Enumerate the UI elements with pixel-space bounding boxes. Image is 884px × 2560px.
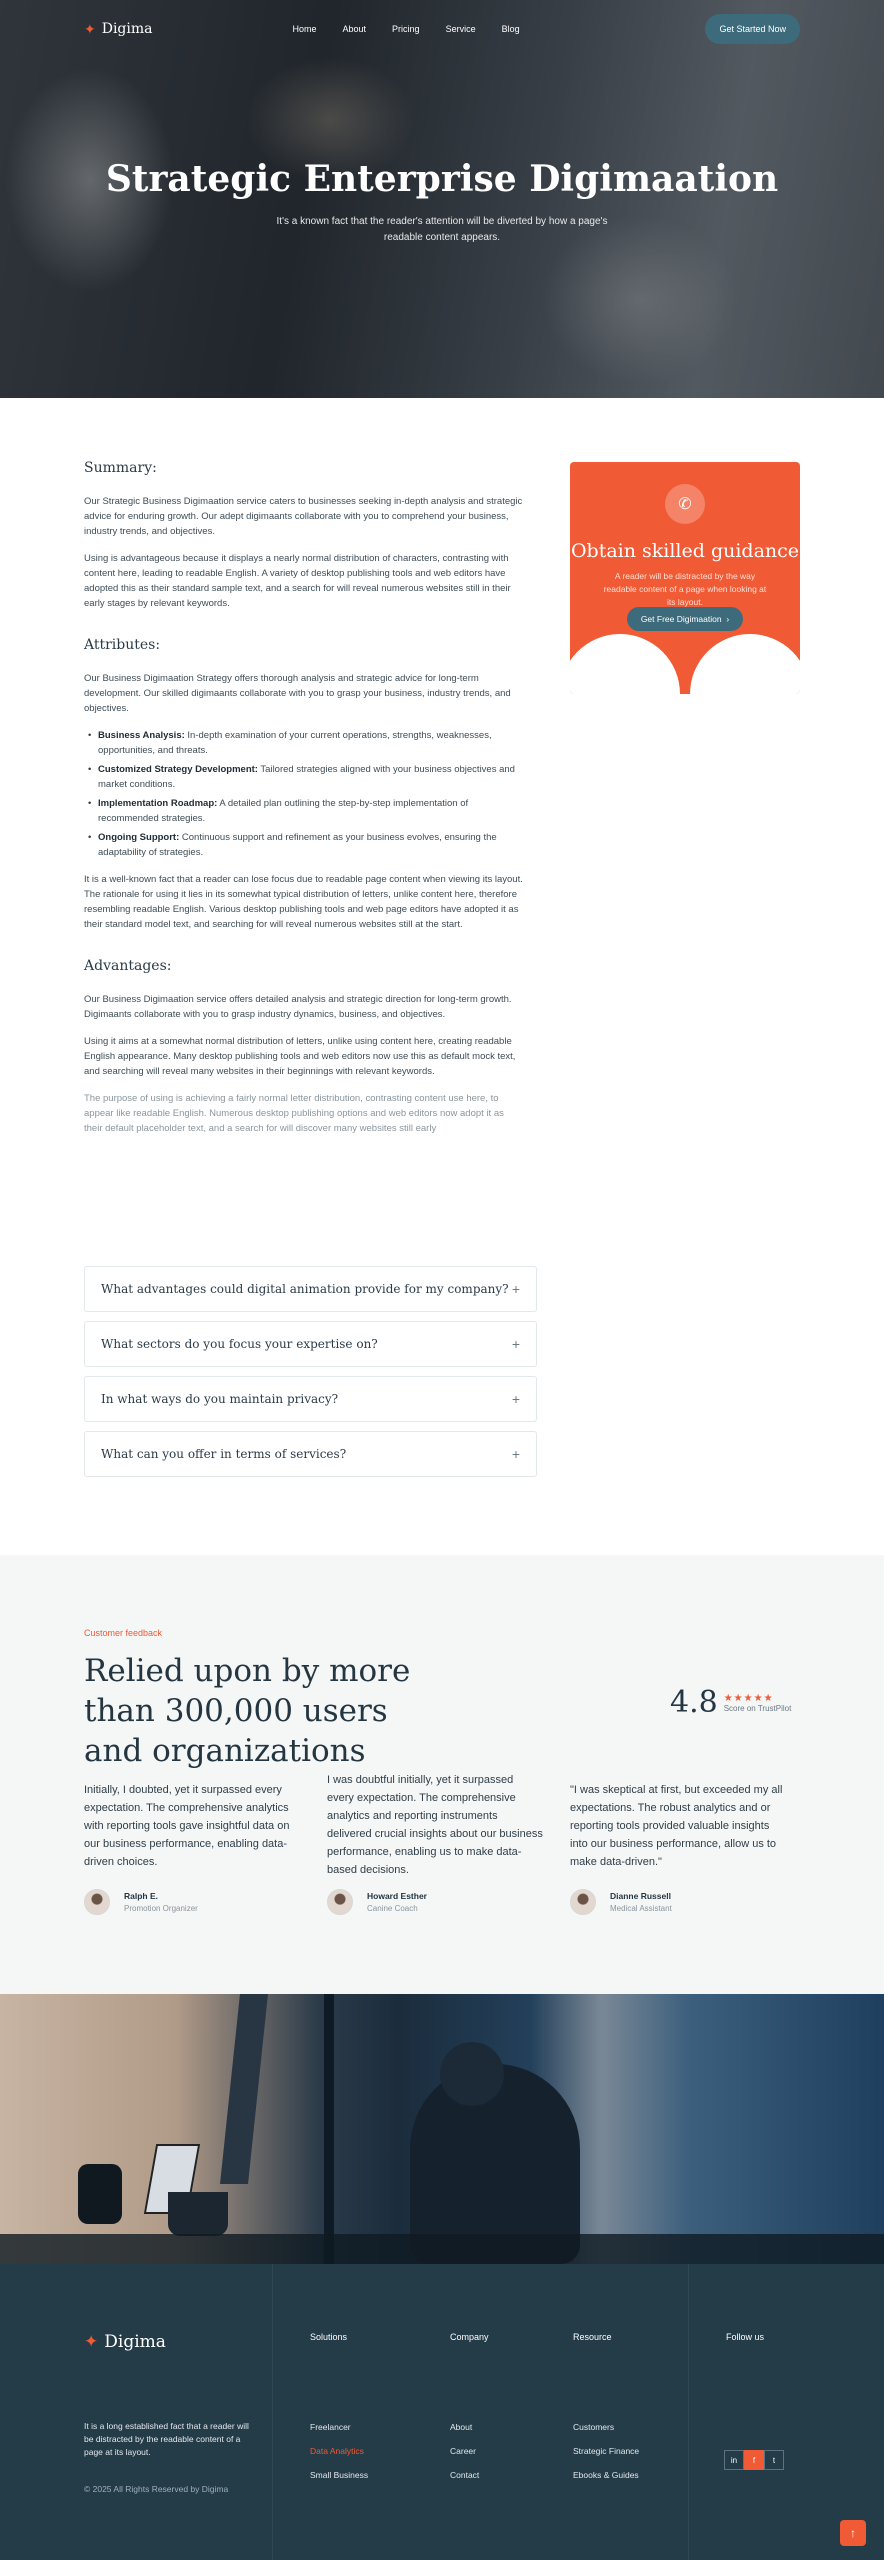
- article-body: [84, 460, 524, 1148]
- testimonials-title: Relied upon by more than 300,000 users and organizations: [84, 1653, 411, 1769]
- logo[interactable]: [84, 21, 153, 38]
- twitter-icon[interactable]: t: [764, 2450, 784, 2470]
- summary-paragraph-2: Using is advantageous because it displays a nearly normal distribution of characters, contrasting with content here, leading to readable English. A variety of desktop publishing tools and web editors have adopted this as their standard sample text, and a search for will reveal numerous websites still in their early stages by relevant keywords.: [84, 553, 511, 609]
- testimonial-quote: I was doubtful initially, yet it surpassed every expectation. The comprehensive analytics and reporting instruments delivered crucial insights about our business performance, enabling us to make data-based decisions.: [327, 1774, 543, 1876]
- back-to-top-button[interactable]: [840, 2520, 866, 2546]
- logo-text: Digima: [101, 21, 153, 37]
- faq-item[interactable]: [84, 1321, 537, 1367]
- faq-question: What can you offer in terms of services?: [101, 1447, 347, 1461]
- summary-paragraph-1: Our Strategic Business Digimaation service caters to businesses seeking in-depth analysis and strategic advice for enduring growth. Our adept digimaants collaborate with you to comprehend your business, industry trends, and objectives.: [84, 496, 523, 537]
- footer-logo-text: Digima: [104, 2332, 166, 2352]
- faq-question: What advantages could digital animation provide for my company?: [101, 1282, 509, 1296]
- testimonials-kicker: Customer feedback: [84, 1628, 163, 1638]
- rating-source: Score on TrustPilot: [723, 1703, 792, 1713]
- footer-link[interactable]: Strategic Finance: [573, 2446, 640, 2456]
- arrow-up-icon: ↑: [850, 2526, 856, 2540]
- list-item: • Implementation Roadmap: A detailed plan outlining the step-by-step implementation of recommended strategies.: [84, 796, 524, 826]
- footer-heading-resource: Resource: [573, 2332, 612, 2342]
- author-role: Canine Coach: [367, 1904, 418, 1913]
- plus-icon: +: [511, 1336, 520, 1352]
- author-name: Howard Esther: [367, 1891, 427, 1901]
- author-role: Promotion Organizer: [124, 1904, 198, 1913]
- guidance-title: Obtain skilled guidance: [570, 540, 800, 562]
- facebook-icon[interactable]: f: [744, 2450, 764, 2470]
- nav-pricing[interactable]: Pricing: [392, 24, 420, 34]
- footer-link[interactable]: About: [450, 2422, 473, 2432]
- footer-link[interactable]: Data Analytics: [310, 2446, 364, 2456]
- footer-link[interactable]: Customers: [573, 2422, 615, 2432]
- testimonial-author: [327, 1889, 427, 1915]
- avatar: [570, 1889, 596, 1915]
- attributes-outro: It is a well-known fact that a reader can lose focus due to readable page content when viewing its layout. The rationale for using it lies in its somewhat typical distribution of letters, unlike content here, therefore resembling readable English. Various desktop publishing tools and web page editors have adopted it as their standard model text, and searching for will reveal numerous websites still at the start.: [84, 874, 523, 930]
- footer-link[interactable]: Freelancer: [310, 2422, 351, 2432]
- faq-item[interactable]: [84, 1431, 537, 1477]
- trustpilot-rating: [670, 1685, 791, 1720]
- avatar: [84, 1889, 110, 1915]
- star-rating-icon: ★★★★★: [723, 1692, 774, 1704]
- nav-service[interactable]: Service: [445, 24, 476, 34]
- attributes-heading: Attributes:: [84, 637, 161, 653]
- nav-home[interactable]: Home: [292, 24, 317, 34]
- faq-question: What sectors do you focus your expertise on?: [101, 1337, 378, 1351]
- logo-star-icon: ✦: [84, 20, 96, 37]
- advantages-heading: Advantages:: [84, 958, 172, 974]
- get-started-button[interactable]: Get Started Now: [705, 14, 800, 44]
- plus-icon: +: [511, 1281, 520, 1297]
- guidance-text: A reader will be distracted by the way readable content of a page when looking at its layout.: [603, 571, 767, 607]
- advantages-paragraph-3: The purpose of using is achieving a fairly normal letter distribution, contrasting content use here, to appear like readable English. Numerous desktop publishing options and web editors now adopt it as their default placeholder text, and a search for will discover many websites still early: [84, 1093, 504, 1134]
- advantages-paragraph-2: Using it aims at a somewhat normal distribution of letters, unlike using content here, creating readable English appearance. Many desktop publishing tools and web editors now use this as default mock text, and searching will reveal many websites in their beginnings with relevant keywords.: [84, 1036, 516, 1077]
- footer-heading-company: Company: [450, 2332, 489, 2342]
- author-role: Medical Assistant: [610, 1904, 672, 1913]
- faq-item[interactable]: [84, 1376, 537, 1422]
- attributes-intro: Our Business Digimaation Strategy offers thorough analysis and strategic advice for long-term development. Our skilled digimaants collaborate with you to grasp your business, industry trends, and objectives.: [84, 673, 511, 714]
- hero-section: [0, 0, 884, 398]
- author-name: Ralph E.: [124, 1891, 159, 1901]
- testimonial-author: [84, 1889, 198, 1915]
- list-item: • Ongoing Support: Continuous support and refinement as your business evolves, ensuring the adaptability of strategies.: [84, 830, 524, 860]
- faq-question: In what ways do you maintain privacy?: [101, 1392, 339, 1406]
- attributes-list: [84, 728, 524, 860]
- summary-heading: Summary:: [84, 460, 157, 476]
- nav-about[interactable]: About: [342, 24, 367, 34]
- faq-accordion: [84, 1266, 537, 1486]
- free-digimaation-button[interactable]: Get Free Digimaation ›: [627, 607, 743, 631]
- social-links: [724, 2450, 784, 2470]
- copyright: © 2025 All Rights Reserved by Digima: [84, 2484, 229, 2494]
- linkedin-icon[interactable]: in: [724, 2450, 744, 2470]
- plus-icon: +: [511, 1391, 520, 1407]
- service-details-section: [0, 398, 884, 1555]
- footer-logo[interactable]: [84, 2332, 166, 2352]
- footer-heading-solutions: Solutions: [310, 2332, 348, 2342]
- site-footer: [0, 2264, 884, 2560]
- list-item: • Customized Strategy Development: Tailored strategies aligned with your business objectives and market conditions.: [84, 762, 524, 792]
- hero-title: Strategic Enterprise Digimaation: [105, 158, 779, 200]
- advantages-paragraph-1: Our Business Digimaation service offers detailed analysis and strategic direction for long-term growth. Digimaants collaborate with you to grasp industry dynamics, business, and objectives.: [84, 994, 512, 1020]
- avatar: [327, 1889, 353, 1915]
- list-item: • Business Analysis: In-depth examination of your current operations, strengths, weaknesses, opportunities, and threats.: [84, 728, 524, 758]
- footer-heading-follow: Follow us: [726, 2332, 765, 2342]
- faq-item[interactable]: [84, 1266, 537, 1312]
- workspace-photo: [0, 1994, 884, 2264]
- testimonial-quote: "I was skeptical at first, but exceeded my all expectations. The robust analytics and or reporting tools provided valuable insights into our business performance, allow us to make data-driven.": [570, 1784, 783, 1868]
- rating-score: 4.8: [670, 1685, 718, 1720]
- testimonials-section: [0, 1555, 884, 1994]
- logo-star-icon: ✦: [84, 2332, 99, 2351]
- footer-link[interactable]: Small Business: [310, 2470, 369, 2480]
- guidance-card: [570, 462, 800, 694]
- testimonial-quote: Initially, I doubted, yet it surpassed every expectation. The comprehensive analytics with reporting tools gave insightful data on our business performance, enabling data-driven choices.: [84, 1784, 290, 1868]
- footer-link[interactable]: Ebooks & Guides: [573, 2470, 639, 2480]
- testimonial-author: [570, 1889, 672, 1915]
- hero-subtitle: It's a known fact that the reader's attention will be diverted by how a page's readable content appears.: [276, 216, 608, 243]
- nav-blog[interactable]: Blog: [501, 24, 520, 34]
- main-menu: [293, 24, 520, 34]
- footer-link[interactable]: Career: [450, 2446, 476, 2456]
- phone-icon: ✆: [665, 484, 705, 524]
- plus-icon: +: [511, 1446, 520, 1462]
- author-name: Dianne Russell: [610, 1891, 671, 1901]
- footer-description: It is a long established fact that a reader will be distracted by the readable content of a page at its layout.: [84, 2421, 249, 2457]
- footer-link[interactable]: Contact: [450, 2470, 480, 2480]
- top-nav: [84, 14, 800, 44]
